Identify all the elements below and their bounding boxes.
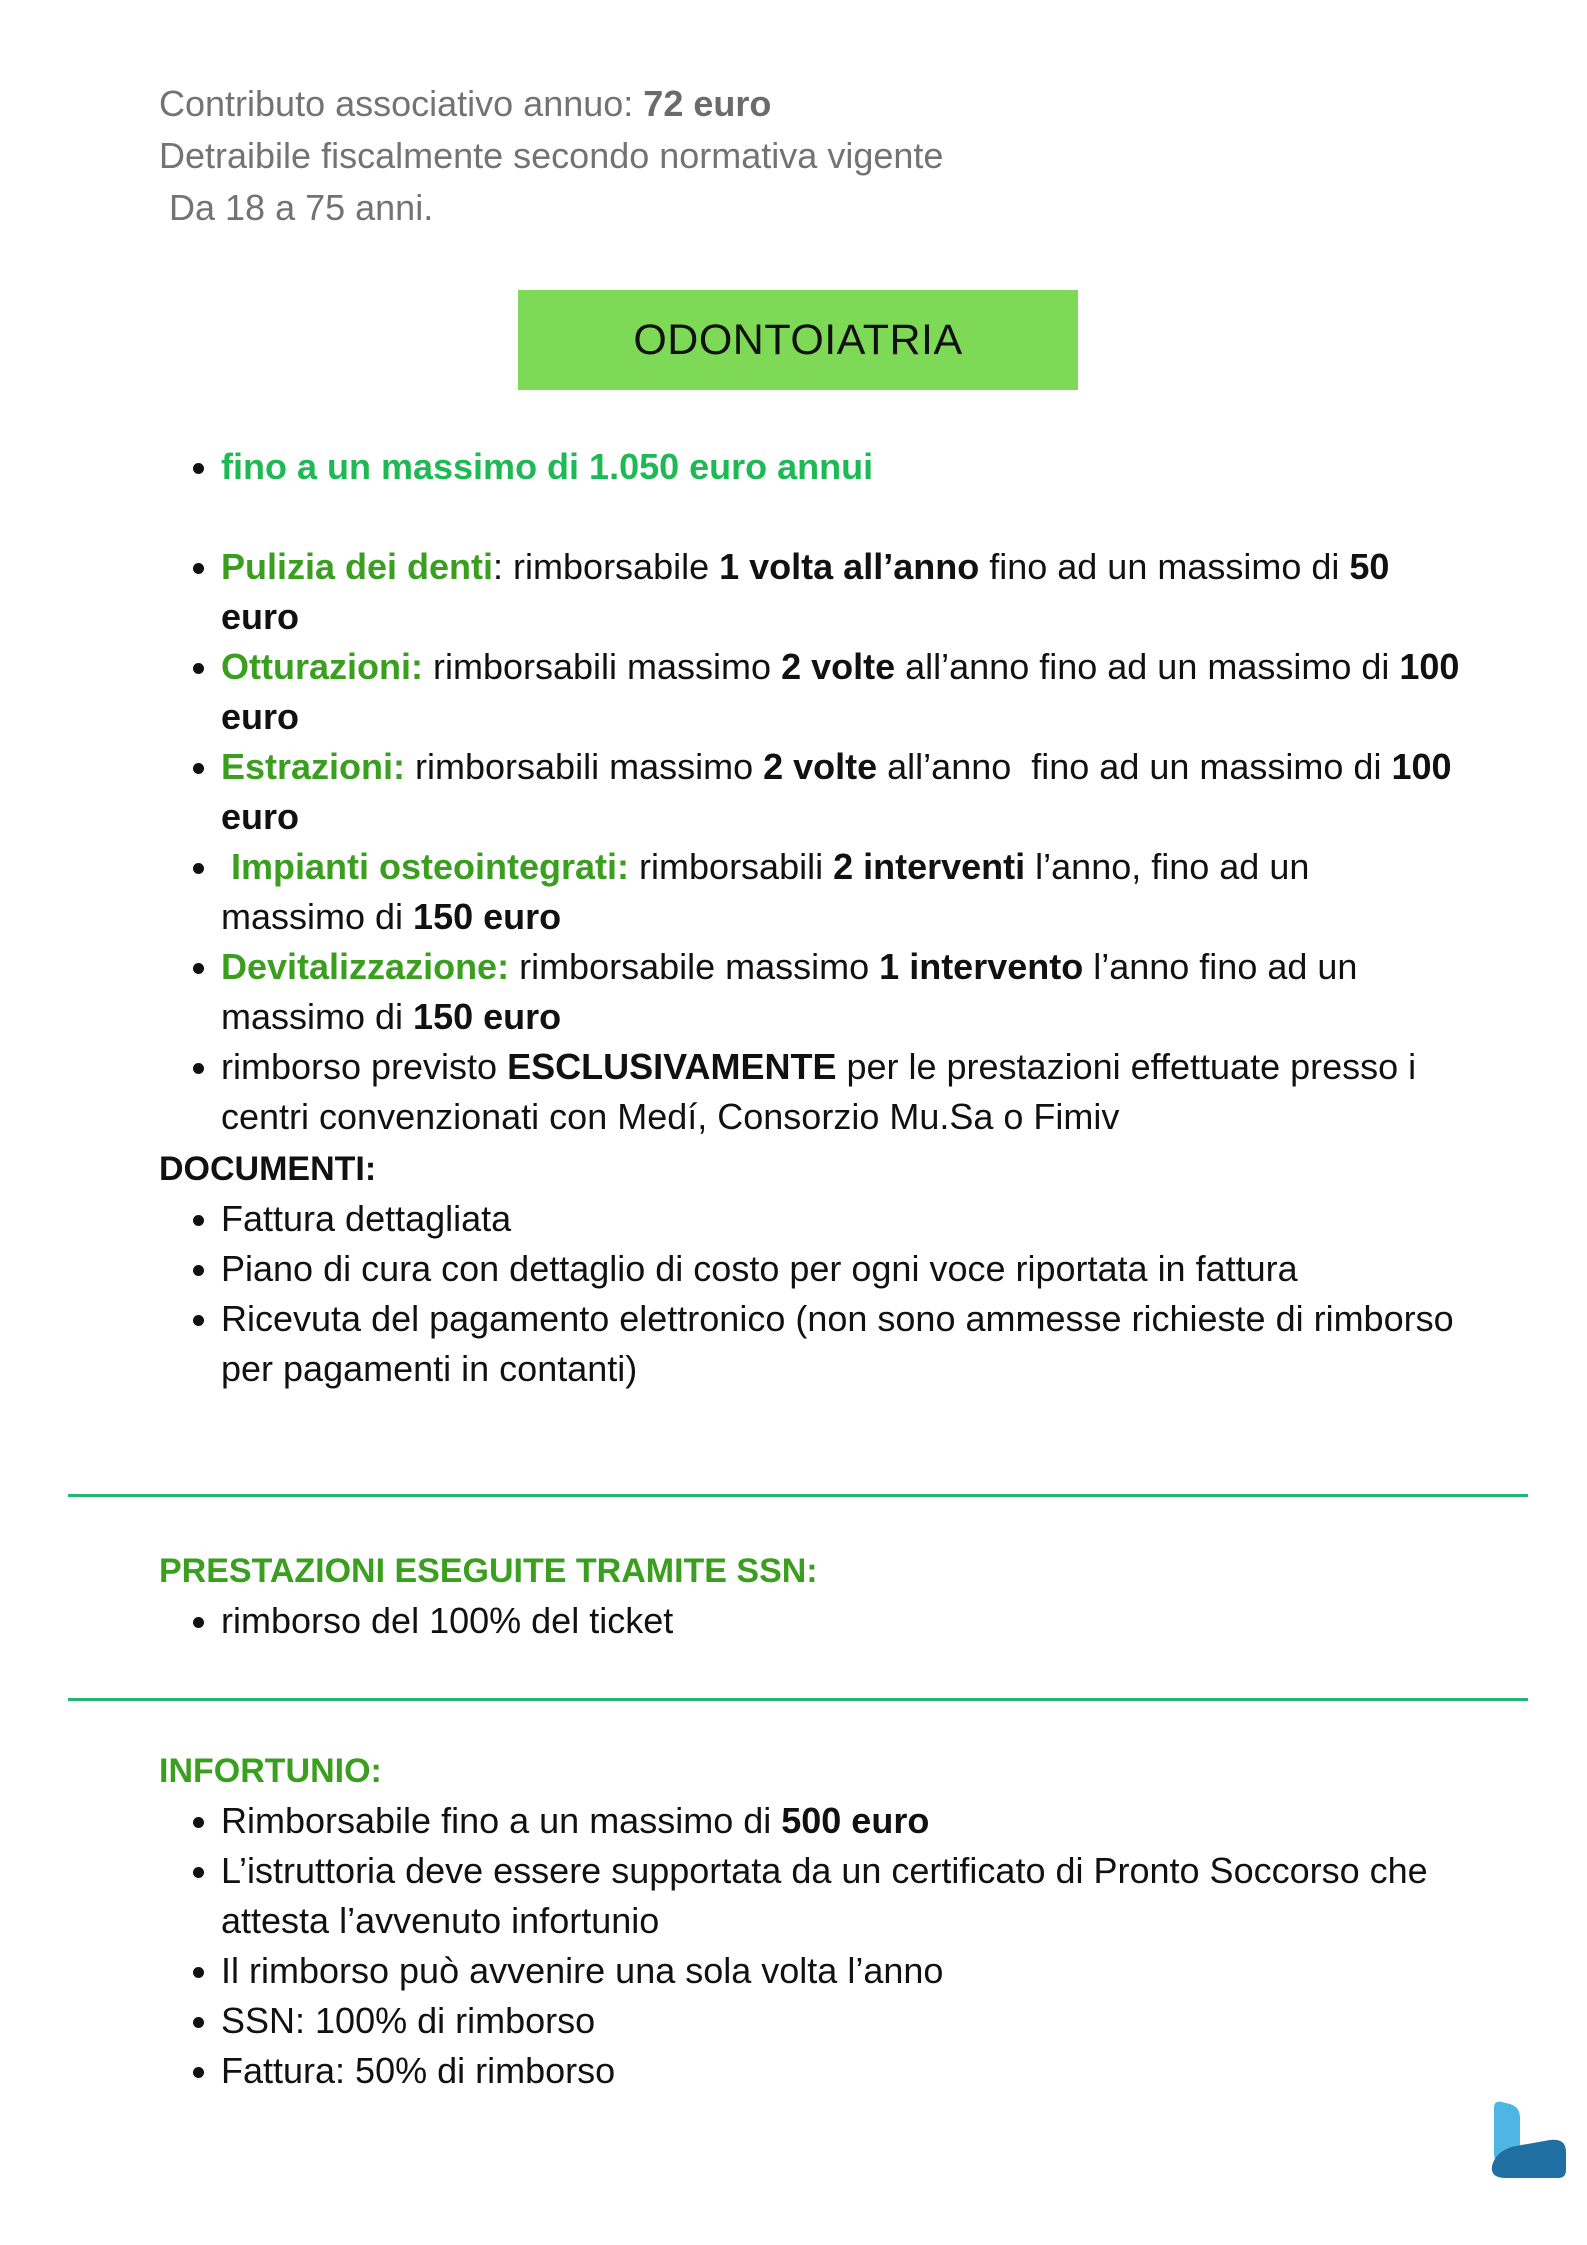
list-item: SSN: 100% di rimborso [221, 1996, 1461, 2046]
contribution-value: 72 euro [643, 83, 772, 124]
section-title-box [518, 290, 1078, 390]
section-title: ODONTOIATRIA [633, 315, 963, 364]
list-item: rimborso del 100% del ticket [221, 1596, 1461, 1646]
treatment-name: Pulizia dei denti [221, 546, 494, 587]
treatment-text: fino ad un massimo di [979, 546, 1350, 587]
treatment-text: rimborsabili massimo [422, 646, 782, 687]
treatment-frequency: 2 volte [763, 746, 878, 787]
treatment-amount: 100 euro [221, 746, 1452, 837]
treatment-frequency: 2 volte [781, 646, 896, 687]
treatment-amount: 150 euro [413, 996, 562, 1037]
treatment-text: l’anno, fino ad un massimo di [221, 846, 1310, 937]
ssn-heading: PRESTAZIONI ESEGUITE TRAMITE SSN: [159, 1552, 818, 1590]
exclusive-text: per le prestazioni effettuate presso i centri convenzionati con Medí, Consorzio Mu.Sa o Fimiv [221, 1046, 1417, 1137]
treatment-text: all’anno fino ad un massimo di [877, 746, 1392, 787]
list-item [221, 542, 1461, 642]
contribution-line [159, 78, 1259, 130]
treatment-frequency: 2 interventi [833, 846, 1026, 887]
list-item [221, 1796, 1461, 1846]
list-item [221, 942, 1461, 1042]
contribution-label: Contributo associativo annuo: [159, 83, 644, 124]
treatment-name: Estrazioni: [221, 746, 406, 787]
exclusive-text: rimborso previsto [221, 1046, 508, 1087]
max-annual-text: fino a un massimo di 1.050 euro annui [221, 446, 874, 487]
list-item: Fattura dettagliata [221, 1194, 1461, 1244]
treatment-text: rimborsabile massimo [509, 946, 880, 987]
treatment-amount: 50 euro [221, 546, 1390, 637]
list-item [221, 742, 1461, 842]
treatment-text: : rimborsabile [493, 546, 720, 587]
list-item [221, 1042, 1461, 1142]
treatment-name: Impianti osteointegrati: [221, 846, 630, 887]
section-divider [68, 1494, 1528, 1497]
list-item [221, 842, 1461, 942]
list-item [221, 442, 1461, 492]
treatment-text: rimborsabili [629, 846, 834, 887]
treatment-frequency: 1 intervento [879, 946, 1084, 987]
treatment-name: Otturazioni: [221, 646, 423, 687]
injury-text: Rimborsabile fino a un massimo di [221, 1800, 782, 1841]
treatments-list [221, 542, 1461, 1142]
list-item [221, 642, 1461, 742]
list-item: Fattura: 50% di rimborso [221, 2046, 1461, 2096]
treatment-text: all’anno fino ad un massimo di [895, 646, 1400, 687]
list-item: L’istruttoria deve essere supportata da un certificato di Pronto Soccorso che attesta l’avvenuto infortunio [221, 1846, 1461, 1946]
treatment-amount: 150 euro [413, 896, 562, 937]
treatment-frequency: 1 volta all’anno [719, 546, 980, 587]
exclusive-keyword: ESCLUSIVAMENTE [507, 1046, 837, 1087]
intro-block [159, 78, 1259, 234]
list-item: Piano di cura con dettaglio di costo per ogni voce riportata in fattura [221, 1244, 1461, 1294]
list-item: Il rimborso può avvenire una sola volta l’anno [221, 1946, 1461, 1996]
age-range-line: Da 18 a 75 anni. [159, 187, 434, 228]
treatment-text: l’anno fino ad un massimo di [221, 946, 1358, 1037]
section-divider [68, 1698, 1528, 1701]
treatment-text: rimborsabili massimo [405, 746, 764, 787]
documents-list [221, 1194, 1461, 1394]
deductible-line: Detraibile fiscalmente secondo normativa vigente [159, 135, 944, 176]
injury-heading: INFORTUNIO: [159, 1752, 382, 1790]
brand-logo-icon [1488, 2100, 1568, 2180]
injury-amount: 500 euro [781, 1800, 930, 1841]
documents-heading: DOCUMENTI: [159, 1150, 377, 1188]
injury-list [221, 1796, 1461, 2096]
list-item: Ricevuta del pagamento elettronico (non sono ammesse richieste di rimborso per pagamenti in contanti) [221, 1294, 1461, 1394]
ssn-list [221, 1596, 1461, 1646]
treatment-name: Devitalizzazione: [221, 946, 510, 987]
max-annual-list [221, 442, 1461, 492]
treatment-amount: 100 euro [221, 646, 1460, 737]
